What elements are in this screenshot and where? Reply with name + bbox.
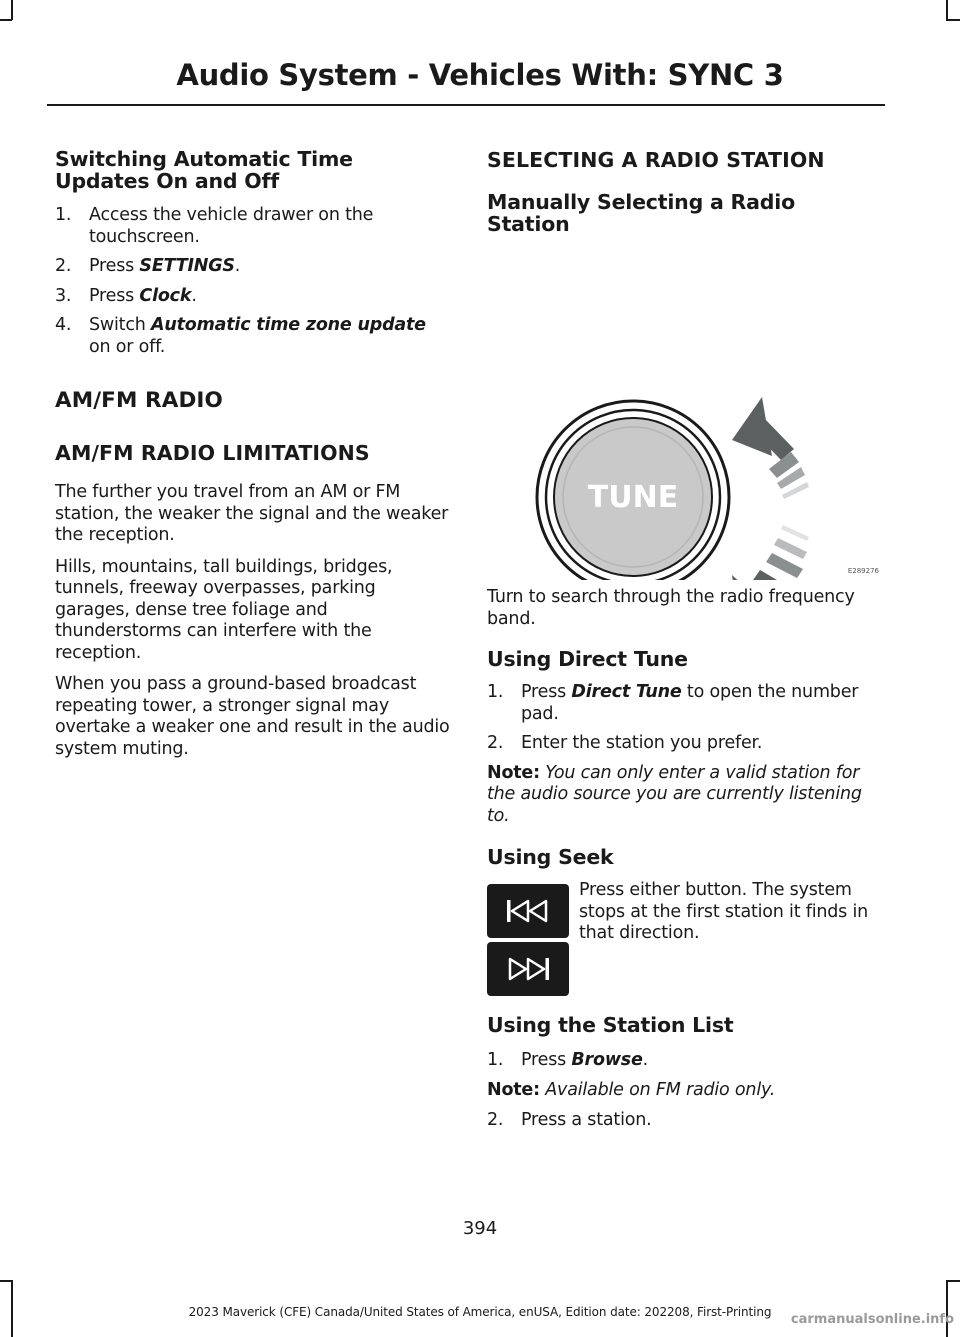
right-column (487, 148, 882, 1132)
list-item: 2. Press SETTINGS. (55, 256, 241, 276)
seek-description: Press either button. The system stops at the first station it finds in that direction. (579, 880, 868, 943)
crop-mark (946, 19, 960, 21)
auto-time-steps (55, 205, 450, 358)
image-code: E289276 (847, 567, 879, 575)
list-item: 2. Enter the station you prefer. (487, 733, 763, 753)
list-item: 4. Switch Automatic time zone update on or off. (55, 315, 426, 357)
seek-heading: Using Seek (487, 845, 614, 869)
auto-timezone-term: Automatic time zone update (151, 315, 426, 335)
list-item: 1. Press Browse. (487, 1050, 649, 1070)
crop-mark (0, 1280, 12, 1282)
station-list-steps (487, 1050, 882, 1072)
note-paragraph: Note: Available on FM radio only. (487, 1079, 776, 1100)
select-station-heading: SELECTING A RADIO STATION (487, 148, 825, 172)
seek-back-icon (487, 884, 569, 938)
page-number: 394 (462, 1218, 498, 1239)
paragraph: When you pass a ground-based broadcast repeating tower, a stronger signal may overtake a weaker one and result in the audio system muting. (55, 674, 450, 759)
paragraph: Hills, mountains, tall buildings, bridges, tunnels, freeway overpasses, parking garages, dense tree foliage and thunderstorms can interfere with the reception. (55, 556, 393, 663)
settings-term: SETTINGS (139, 256, 235, 276)
direct-tune-term: Direct Tune (571, 682, 682, 702)
down-arrow-icon (732, 525, 809, 580)
direct-tune-steps (487, 682, 882, 755)
list-item: 2. Press a station. (487, 1110, 652, 1130)
tune-knob-icon (487, 235, 882, 580)
note-paragraph: Note: You can only enter a valid station for the audio source you are currently listening to. (487, 762, 862, 826)
tune-caption: Turn to search through the radio frequency band. (487, 587, 855, 629)
up-arrow-icon (732, 397, 809, 499)
tune-label: TUNE (587, 480, 679, 515)
seek-section (487, 880, 882, 1004)
browse-term: Browse (571, 1050, 643, 1070)
crop-mark (946, 1280, 960, 1282)
list-item: 1. Access the vehicle drawer on the touchscreen. (55, 205, 374, 247)
paragraph: The further you travel from an AM or FM station, the weaker the signal and the weaker the reception. (55, 482, 449, 545)
auto-time-heading: Switching Automatic Time Updates On and Off (55, 147, 353, 193)
tune-figure (487, 235, 882, 580)
station-list-heading: Using the Station List (487, 1013, 734, 1037)
manual-select-heading: Manually Selecting a Radio Station (487, 190, 795, 236)
direct-tune-heading: Using Direct Tune (487, 647, 688, 671)
page-header-title: Audio System - Vehicles With: SYNC 3 (176, 58, 784, 92)
crop-mark (11, 0, 13, 20)
left-column (55, 148, 450, 760)
clock-term: Clock (139, 285, 192, 306)
crop-mark (0, 19, 12, 21)
crop-mark (946, 0, 948, 20)
limitations-heading: AM/FM RADIO LIMITATIONS (55, 441, 370, 465)
list-item: 3. Press Clock. (55, 285, 197, 306)
watermark: carmanualsonline.info (790, 1312, 954, 1327)
list-item: 1. Press Direct Tune to open the number pad. (487, 682, 859, 724)
amfm-heading: AM/FM RADIO (55, 388, 223, 413)
header-divider (47, 104, 885, 106)
seek-forward-icon (487, 942, 569, 996)
station-list-steps-continued (487, 1110, 882, 1132)
seek-icons (487, 884, 569, 1000)
footer-edition: 2023 Maverick (CFE) Canada/United States of America, enUSA, Edition date: 202208, First-Printing (188, 1305, 772, 1319)
